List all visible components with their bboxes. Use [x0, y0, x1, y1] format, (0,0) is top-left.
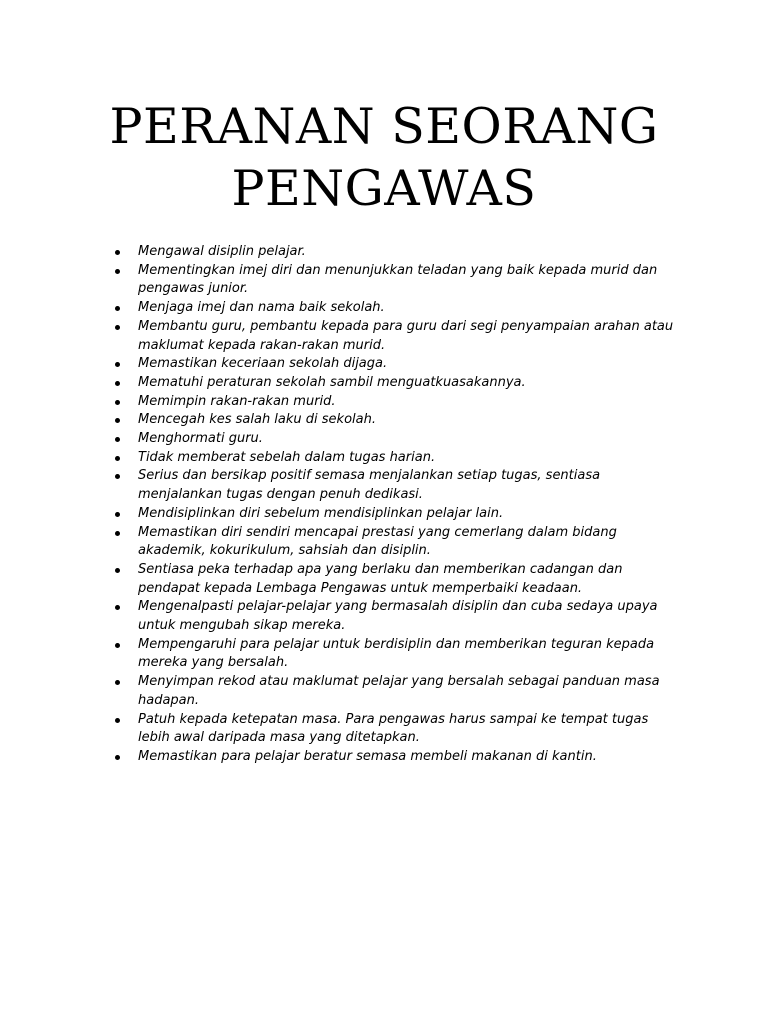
list-item — [138, 318, 678, 355]
list-item — [138, 524, 678, 561]
list-item-text: Mendisiplinkan diri sebelum mendisiplinkan pelajar lain. — [138, 505, 504, 521]
list-item — [138, 748, 678, 767]
bullet-icon — [115, 400, 120, 405]
list-item — [138, 673, 678, 710]
list-item-text: Tidak memberat sebelah dalam tugas harian. — [138, 449, 436, 465]
list-item — [138, 711, 678, 748]
list-item-text: Memastikan keceriaan sekolah dijaga. — [138, 356, 388, 372]
bullet-icon — [115, 718, 120, 723]
list-item — [138, 299, 678, 318]
bullet-icon — [115, 643, 120, 648]
list-item-text: Mencegah kes salah laku di sekolah. — [138, 412, 376, 428]
bullet-icon — [115, 362, 120, 367]
list-item-text: Membantu guru, pembantu kepada para guru dari segi penyampaian arahan atau maklumat kepada rakan-rakan murid. — [138, 318, 674, 353]
list-item-text: Sentiasa peka terhadap apa yang berlaku dan memberikan cadangan dan pendapat kepada Lembaga Pengawas untuk memperbaiki keadaan. — [138, 561, 623, 596]
list-item-text: Patuh kepada ketepatan masa. Para pengawas harus sampai ke tempat tugas lebih awal daripada masa yang ditetapkan. — [138, 711, 649, 746]
list-item — [138, 467, 678, 504]
list-item-text: Memastikan para pelajar beratur semasa membeli makanan di kantin. — [138, 748, 597, 764]
list-item-text: Mempengaruhi para pelajar untuk berdisiplin dan memberikan teguran kepada mereka yang bersalah. — [138, 636, 655, 671]
list-item-text: Mematuhi peraturan sekolah sambil menguatkuasakannya. — [138, 374, 526, 390]
bullet-icon — [115, 474, 120, 479]
list-item-text: Mengenalpasti pelajar-pelajar yang bermasalah disiplin dan cuba sedaya upaya untuk mengubah sikap mereka. — [138, 599, 658, 634]
bullet-icon — [115, 605, 120, 610]
list-item — [138, 505, 678, 524]
list-item — [138, 636, 678, 673]
list-item — [138, 393, 678, 412]
list-item-text: Menyimpan rekod atau maklumat pelajar yang bersalah sebagai panduan masa hadapan. — [138, 674, 660, 708]
bullet-icon — [115, 381, 120, 386]
list-item-text: Mementingkan imej diri dan menunjukkan teladan yang baik kepada murid dan pengawas junior. — [138, 262, 658, 297]
list-item-text: Mengawal disiplin pelajar. — [138, 244, 306, 259]
list-item-text: Menghormati guru. — [138, 431, 263, 447]
bullet-icon — [115, 418, 120, 423]
duties-list — [138, 243, 678, 767]
bullet-icon — [115, 456, 120, 461]
bullet-icon — [115, 755, 120, 760]
list-item-text: Serius dan bersikap positif semasa menjalankan setiap tugas, sentiasa menjalankan tugas dengan penuh dedikasi. — [138, 468, 601, 503]
bullet-icon — [115, 512, 120, 517]
list-item — [138, 355, 678, 374]
bullet-icon — [115, 680, 120, 685]
list-item — [138, 262, 678, 299]
bullet-icon — [115, 437, 120, 442]
list-item-text: Menjaga imej dan nama baik sekolah. — [138, 300, 385, 316]
bullet-icon — [115, 325, 120, 330]
list-item — [138, 430, 678, 449]
page-title — [60, 96, 708, 220]
title-line-2: PENGAWAS — [231, 160, 537, 217]
list-item-text: Memimpin rakan-rakan murid. — [138, 393, 336, 409]
bullet-icon — [115, 306, 120, 311]
list-item-text: Memastikan diri sendiri mencapai prestasi yang cemerlang dalam bidang akademik, kokurikulum, sahsiah dan disiplin. — [138, 524, 617, 559]
bullet-icon — [115, 568, 120, 573]
title-line-1: PERANAN SEORANG — [109, 98, 659, 155]
bullet-icon — [115, 269, 120, 274]
bullet-icon — [115, 250, 120, 255]
bullet-icon — [115, 531, 120, 536]
list-item — [138, 243, 678, 262]
list-item — [138, 561, 678, 598]
list-item — [138, 598, 678, 635]
list-item — [138, 449, 678, 468]
list-item — [138, 411, 678, 430]
list-item — [138, 374, 678, 393]
